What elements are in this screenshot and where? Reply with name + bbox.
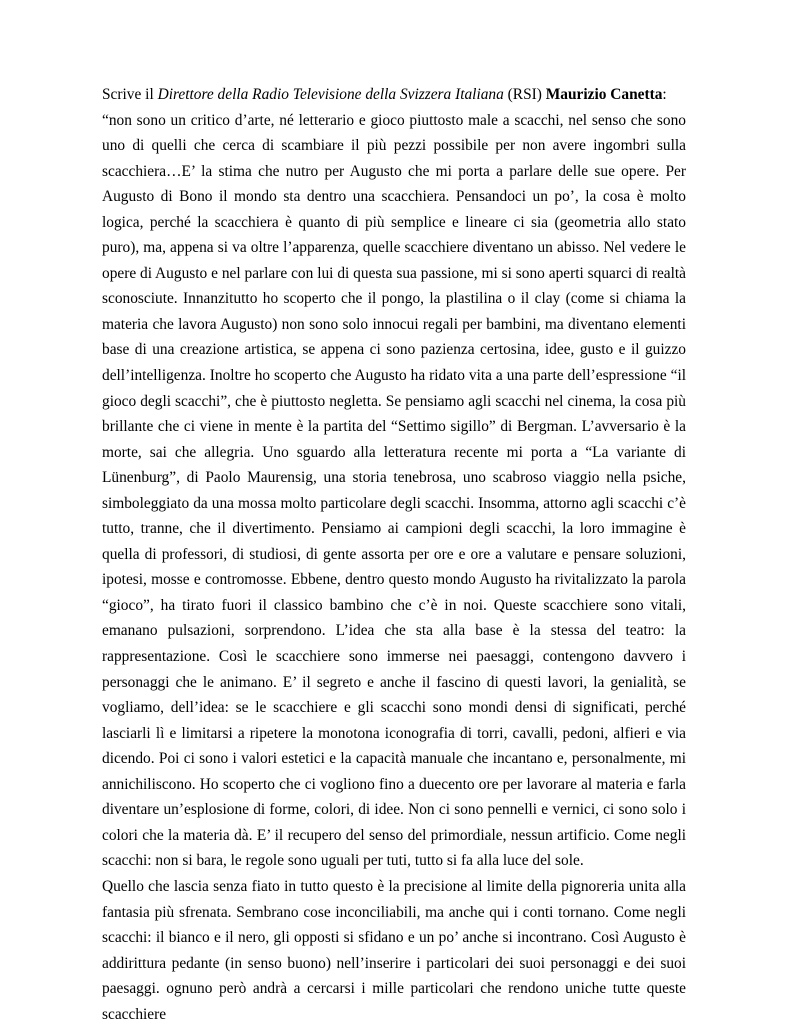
intro-abbr: (RSI) — [503, 86, 546, 103]
intro-line — [102, 82, 686, 108]
intro-colon: : — [662, 86, 667, 103]
document-page — [102, 82, 686, 1027]
paragraph-continuation: Quello che lascia senza fiato in tutto questo è la precisione al limite della pignoreria unita alla fantasia più sfrenata. Sembrano cose inconciliabili, ma anche qui i conti tornano. Come negli scacchi: il bianco e il nero, gli opposti si sfidano e un po’ anche si incontrano. Così Augusto è addirittura pedante (in senso buono) nell’inserire i particolari dei suoi personaggi e dei suoi paesaggi. ognuno però andrà a cercarsi i mille particolari che rendono uniche tutte queste scacchiere — [102, 877, 686, 1023]
intro-role: Direttore della Radio Televisione della Svizzera Italiana — [157, 86, 504, 103]
paragraph-quote: “non sono un critico d’arte, né letterario e gioco piuttosto male a scacchi, nel senso che sono uno di quelli che cerca di scambiare il più pezzi possibile per non avere ingombri sulla scacchiera…E’ la stima che nutro per Augusto che mi porta a parlare delle sue opere. Per Augusto di Bono il mondo sta dentro una scacchiera. Pensandoci un po’, la cosa è molto logica, perché la scacchiera è quanto di più semplice e lineare ci sia (geometria allo stato puro), ma, appena si va oltre l’apparenza, quelle scacchiere diventano un abisso. Nel vedere le opere di Augusto e nel parlare con lui di questa sua passione, mi si sono aperti squarci di realtà sconosciute. Innanzitutto ho scoperto che il pongo, la plastilina o il clay (come si chiama la materia che lavora Augusto) non sono solo innocui regali per bambini, ma diventano elementi base di una creazione artistica, se appena ci sono pazienza certosina, idee, gusto e il guizzo dell’intelligenza. Inoltre ho scoperto che Augusto ha ridato vita a una parte dell’espressione “il gioco degli scacchi”, che è piuttosto negletta. Se pensiamo agli scacchi nel cinema, la cosa più brillante che ci viene in mente è la partita del “Settimo sigillo” di Bergman. L’avversario è la morte, sai che allegria. Uno sguardo alla letteratura recente mi porta a “La variante di Lünenburg”, di Paolo Maurensig, una storia tenebrosa, uno scabroso viaggio nella psiche, simboleggiato da una mossa molto particolare degli scacchi. Insomma, attorno agli scacchi c’è tutto, tranne, che il divertimento. Pensiamo ai campioni degli scacchi, la loro immagine è quella di professori, di studiosi, di gente assorta per ore e ore a valutare e pensare soluzioni, ipotesi, mosse e contromosse. Ebbene, dentro questo mondo Augusto ha rivitalizzato la parola “gioco”, ha tirato fuori il classico bambino che c’è in noi. Queste scacchiere sono vitali, emanano pulsazioni, sorprendono. L’idea che sta alla base è la stessa del teatro: la rappresentazione. Così le scacchiere sono immerse nei paesaggi, contengono davvero i personaggi che le animano. E’ il segreto e anche il fascino di questi lavori, la genialità, se vogliamo, dell’idea: se le scacchiere e gli scacchi sono mondi densi di significati, perché lasciarli lì e limitarsi a ripetere la monotona iconografia di torri, cavalli, pedoni, alfieri e via dicendo. Poi ci sono i valori estetici e la capacità manuale che incantano e, personalmente, mi annichiliscono. Ho scoperto che ci vogliono fino a duecento ore per lavorare al materia e farla diventare un’esplosione di forme, colori, di idee. Non ci sono pennelli e vernici, ci sono solo i colori che la materia dà. E’ il recupero del senso del primordiale, nessun artificio. Come negli scacchi: non si bara, le regole sono uguali per tuti, tutto si fa alla luce del sole. — [102, 111, 686, 870]
intro-lead: Scrive il — [102, 86, 158, 103]
intro-name: Maurizio Canetta — [545, 86, 663, 103]
